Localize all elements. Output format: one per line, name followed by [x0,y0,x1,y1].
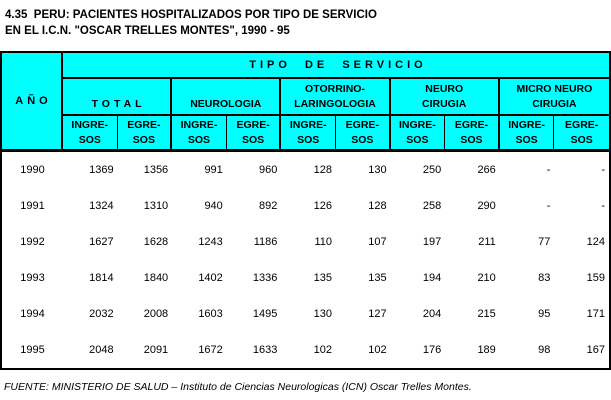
table-header [2,53,609,152]
group-header-neuro-cirugia [391,79,500,116]
subheader-micro-neuro-egresos: EGRE- SOS [565,118,599,146]
value-cell: 1495 [252,308,278,320]
value-cell: 135 [368,272,387,284]
group-header-micro-neuro-cirugia [500,79,609,116]
value-cell: 1243 [198,236,223,248]
value-cell: 960 [259,164,278,176]
title-line-2: EN EL I.C.N. "OSCAR TRELLES MONTES", 1990 - 95 [5,25,290,37]
value-cell: 98 [538,344,551,356]
value-cell: 130 [368,164,387,176]
value-cell: 1840 [143,272,169,284]
value-cell: 266 [477,164,496,176]
value-cell: 110 [314,236,332,248]
value-cell: 1356 [143,164,169,176]
group-label: TOTAL [91,98,146,110]
subheader-otorrino-egresos: EGRE- SOS [336,116,391,149]
group-label: NEURO [425,83,464,95]
value-cell: 2032 [89,308,114,320]
value-cell: 1369 [89,164,114,176]
table-body [2,152,609,368]
year-cell: 1993 [20,272,45,284]
source-note: FUENTE: MINISTERIO DE SALUD – Instituto de Ciencias Neurologicas (ICN) Oscar Trelles Montes. [4,381,472,393]
value-cell: 204 [422,308,442,320]
value-cell: - [601,164,605,176]
value-cell: 130 [313,308,332,320]
value-cell: 2048 [89,344,114,356]
value-cell: 2008 [143,308,169,320]
group-label: NEUROLOGIA [190,98,262,110]
value-cell: 102 [313,344,332,356]
group-header-otorrinolaringologia [281,79,390,116]
value-cell: 77 [538,236,551,248]
subheader-neurologia-egresos: EGRE- SOS [227,116,282,149]
subheader-otorrino-ingresos: INGRE- SOS [281,116,336,149]
value-cell: 107 [368,236,387,248]
value-cell: 83 [538,272,551,284]
subheader-micro-neuro-ingresos: INGRE- SOS [500,116,555,149]
group-label: MICRO NEURO [516,83,593,95]
value-cell: 127 [368,308,387,320]
header-year: AÑO [2,53,63,149]
subheader-total-ingresos: INGRE- SOS [63,116,118,149]
value-cell: 250 [422,164,442,176]
value-cell: 135 [313,272,332,284]
value-cell: 167 [586,344,605,356]
year-cell: 1995 [20,344,45,356]
subheader-neuro-cirugia-ingresos: INGRE- SOS [391,116,446,149]
hospitalized-patients-table [0,51,611,370]
value-cell: 211 [478,236,496,248]
value-cell: 95 [538,308,551,320]
group-label: CIRUGIA [422,98,467,110]
value-cell: 1627 [89,236,114,248]
value-cell: 2091 [143,344,169,356]
year-cell: 1994 [20,308,45,320]
value-cell: 197 [422,236,442,248]
group-header-neurologia [172,79,281,116]
group-label: LARINGOLOGIA [294,98,376,110]
value-cell: 1603 [198,308,223,320]
value-cell: 991 [204,164,223,176]
value-cell: 210 [477,272,496,284]
value-cell: 1402 [198,272,223,284]
year-cell: 1991 [20,200,45,212]
value-cell: 126 [313,200,332,212]
value-cell: 171 [586,308,605,320]
group-label: CIRUGIA [532,98,577,110]
value-cell: 194 [422,272,442,284]
value-cell: 1672 [198,344,223,356]
year-cell: 1992 [20,236,45,248]
value-cell: 124 [586,236,605,248]
value-cell: 1324 [89,200,114,212]
header-service-type: TIPO DE SERVICIO [63,53,609,79]
value-cell: 1633 [252,344,278,356]
value-cell: 189 [477,344,496,356]
value-cell: 892 [259,200,278,212]
value-cell: - [601,200,605,212]
group-label: OTORRINO- [305,83,365,95]
table-title [0,0,611,39]
value-cell: - [546,200,551,212]
value-cell: 1336 [252,272,278,284]
value-cell: - [546,164,551,176]
value-cell: 215 [477,308,496,320]
value-cell: 176 [422,344,442,356]
subheader-total-egresos: EGRE- SOS [118,116,173,149]
subheader-neuro-cirugia-egresos: EGRE- SOS [445,116,500,149]
value-cell: 1814 [89,272,114,284]
value-cell: 102 [368,344,387,356]
value-cell: 258 [422,200,442,212]
value-cell: 128 [313,164,332,176]
value-cell: 1310 [143,200,169,212]
subheader-neurologia-ingresos: INGRE- SOS [172,116,227,149]
value-cell: 940 [204,200,223,212]
value-cell: 159 [586,272,605,284]
value-cell: 1186 [253,236,278,248]
value-cell: 290 [477,200,496,212]
value-cell: 1628 [143,236,169,248]
value-cell: 128 [368,200,387,212]
year-cell: 1990 [20,164,45,176]
group-header-total [63,79,172,116]
title-line-1: 4.35 PERU: PACIENTES HOSPITALIZADOS POR TIPO DE SERVICIO [5,9,377,21]
